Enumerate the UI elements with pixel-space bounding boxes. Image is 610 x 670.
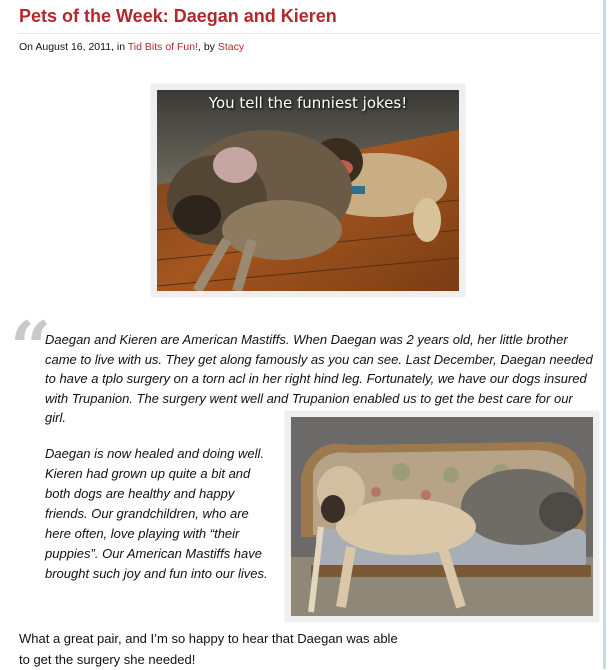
post-date: On August 16, 2011, in	[19, 41, 128, 53]
author-link[interactable]: Stacy	[217, 41, 245, 53]
photo-caption: You tell the funniest jokes!	[208, 94, 408, 112]
closing-paragraph: What a great pair, and I’m so happy to hear that Daegan was able to get the surgery she needed!	[19, 631, 398, 667]
category-link[interactable]: Tid Bits of Fun!	[127, 41, 198, 53]
post-meta	[19, 41, 244, 53]
quote-paragraph-2: Daegan is now healed and doing well. Kieren had grown up quite a bit and both dogs are healthy and happy friends. Our grandchildren, who are here often, love playing with “their puppies”. Our American Mastiffs have brought such joy and fun into our lives.	[45, 446, 268, 581]
dogs-on-floor-image	[157, 90, 459, 291]
quote-paragraph-1: Daegan and Kieren are American Mastiffs. When Daegan was 2 years old, her little brother came to live with us. They get along famously as you can see. Last December, Daegan needed to have a tplo surgery on a torn acl in her right hind leg. Fortunately, we have our dogs insured with Trupanion. The surgery went well and Trupanion enabled us to get the best care for our girl.	[45, 332, 593, 425]
quote-mark-icon: “	[10, 305, 52, 390]
title-divider	[19, 33, 600, 34]
dogs-on-couch-image	[291, 417, 593, 616]
post-by: , by	[198, 41, 218, 53]
dogs-on-couch-photo	[285, 411, 599, 622]
post-title[interactable]: Pets of the Week: Daegan and Kieren	[19, 6, 337, 26]
dogs-photo-jokes	[151, 84, 465, 297]
